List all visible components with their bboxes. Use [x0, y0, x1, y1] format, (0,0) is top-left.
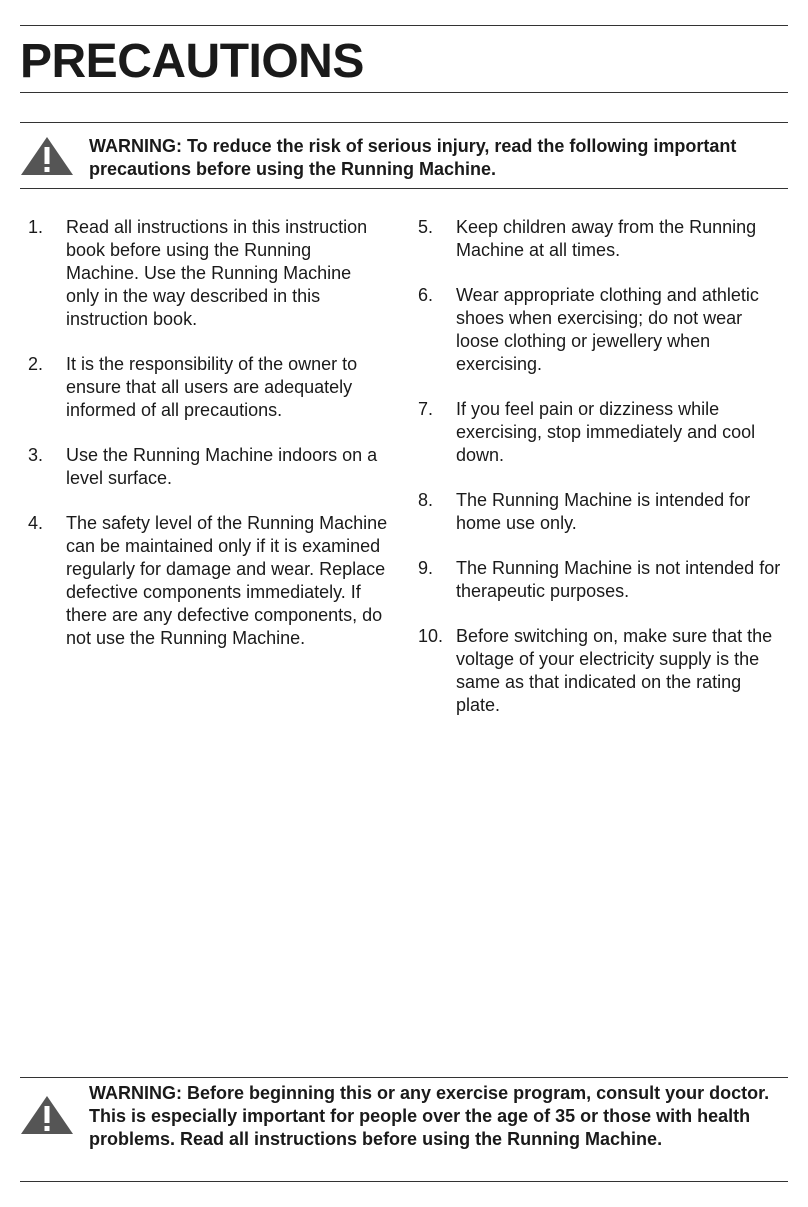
precaution-item: [418, 489, 788, 535]
precaution-item: [28, 216, 388, 331]
precaution-number: 10.: [418, 626, 444, 646]
precautions-list-right: [418, 216, 788, 739]
precaution-text: Keep children away from the Running Machine at all times.: [456, 217, 757, 260]
warning-triangle-icon: [20, 136, 74, 176]
precaution-item: [418, 398, 788, 467]
precaution-text: The safety level of the Running Machine can be maintained only if it is examined regularly for damage and wear. Replace defective components immediately. If there are any defective components, do not use the Running Machine.: [66, 513, 388, 648]
precaution-number: 4.: [28, 513, 44, 533]
precaution-text: It is the responsibility of the owner to ensure that all users are adequately informed of all precautions.: [66, 354, 358, 420]
precaution-text: The Running Machine is not intended for therapeutic purposes.: [456, 558, 781, 601]
precaution-item: [28, 512, 388, 650]
precaution-number: 8.: [418, 490, 434, 510]
precaution-item: [418, 625, 788, 717]
precaution-text: Before switching on, make sure that the voltage of your electricity supply is the same as that indicated on the rating plate.: [456, 626, 773, 715]
warning-bottom-text: WARNING: Before beginning this or any exercise program, consult your doctor. This is especially important for people over the age of 35 or those with health problems. Read all instructions before using the Running Machine.: [89, 1083, 770, 1149]
warning-top-text: WARNING: To reduce the risk of serious injury, read the following important precautions before using the Running Machine.: [89, 136, 737, 179]
warning-top: [20, 122, 788, 188]
precaution-number: 9.: [418, 558, 434, 578]
precaution-text: Read all instructions in this instruction book before using the Running Machine. Use the Running Machine only in the way described in this instruction book.: [66, 217, 368, 329]
precaution-item: [418, 557, 788, 603]
precaution-number: 3.: [28, 445, 44, 465]
warning-bottom-lower-rule: [20, 1181, 788, 1182]
precaution-text: Use the Running Machine indoors on a level surface.: [66, 445, 378, 488]
precaution-number: 2.: [28, 354, 44, 374]
precaution-item: [418, 284, 788, 376]
precaution-text: Wear appropriate clothing and athletic shoes when exercising; do not wear loose clothing or jewellery when exercising.: [456, 285, 759, 374]
precautions-list-left: [28, 216, 388, 672]
warning-triangle-icon: [20, 1095, 74, 1135]
precaution-number: 1.: [28, 217, 44, 237]
precaution-number: 6.: [418, 285, 434, 305]
warning-top-lower-rule: [20, 188, 788, 189]
warning-bottom: [20, 1077, 788, 1181]
precaution-text: If you feel pain or dizziness while exercising, stop immediately and cool down.: [456, 399, 756, 465]
precaution-item: [28, 444, 388, 490]
title-underline-rule: [20, 92, 788, 93]
precaution-item: [418, 216, 788, 262]
top-rule: [20, 25, 788, 26]
precaution-number: 5.: [418, 217, 434, 237]
precaution-item: [28, 353, 388, 422]
page-title: PRECAUTIONS: [20, 35, 364, 88]
precaution-text: The Running Machine is intended for home use only.: [456, 490, 751, 533]
precaution-number: 7.: [418, 399, 434, 419]
